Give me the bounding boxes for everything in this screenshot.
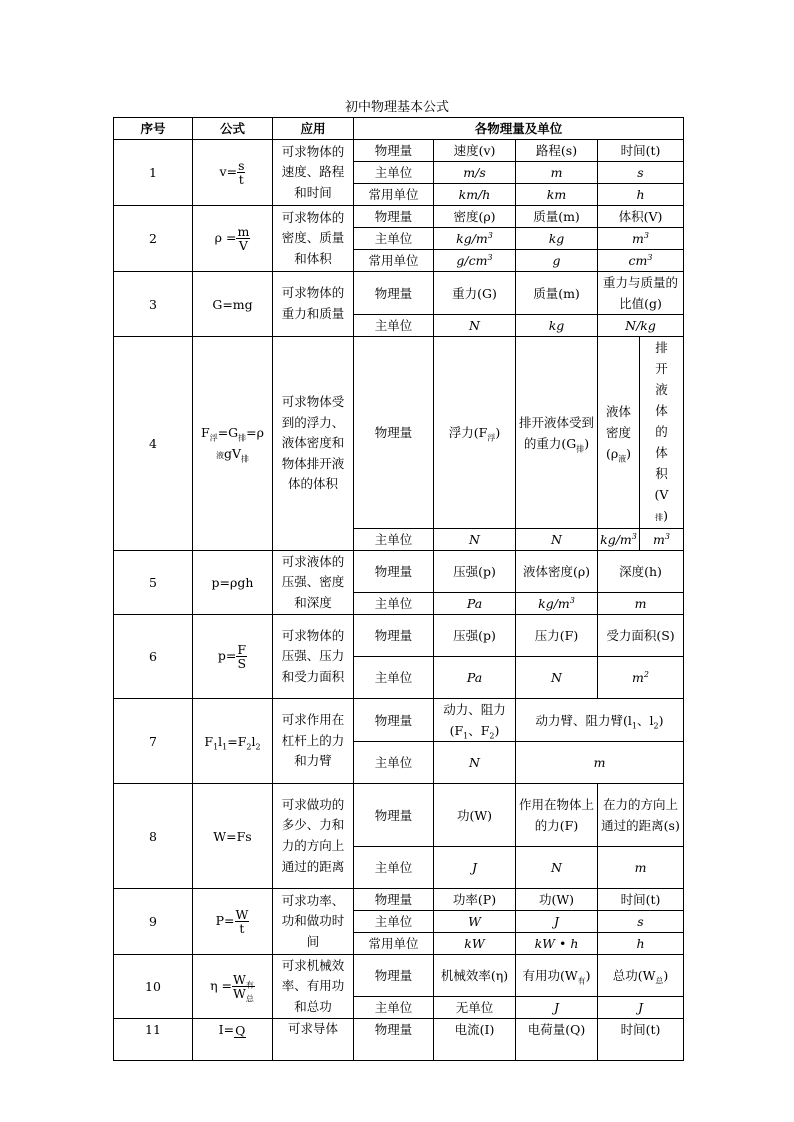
unit-superscript: 3 [647,252,653,262]
unit-cell: J [516,997,598,1019]
formula-text: =G [217,424,239,440]
application-cell: 可求物体受到的浮力、液体密度和物体排开液体的体积 [273,337,354,551]
table-row [114,889,684,911]
unit-cell: g [516,250,598,272]
seq-cell: 4 [114,337,193,551]
formula-table [113,117,684,1061]
row-label-common-unit: 常用单位 [354,933,434,955]
application-cell: 可求导体 [273,1019,354,1061]
header-formula: 公式 [193,118,273,140]
quantity-cell: 功率(P) [434,889,516,911]
quantity-cell: 速度(v) [434,140,516,162]
row-label-main-unit: 主单位 [354,315,434,337]
quantity-subscript: 浮 [487,433,496,443]
unit-cell: m [516,742,684,784]
formula-fraction [235,908,250,935]
vertical-char: 积 [655,466,668,481]
row-label-quantity: 物理量 [354,206,434,228]
row-label-quantity: 物理量 [354,889,434,911]
row-label-main-unit: 主单位 [354,657,434,699]
seq-cell: 7 [114,699,193,784]
unit-cell: N/kg [598,315,684,337]
unit-cell [598,228,684,250]
unit-superscript: 3 [487,252,493,262]
unit-cell: kg [516,315,598,337]
formula-subscript: 液 [215,450,224,460]
formula-text: F [201,424,210,440]
formula-subscript: 2 [255,742,261,751]
formula-lhs: ρ = [214,230,237,245]
formula-cell [193,699,273,784]
unit-text: cm [628,253,648,268]
row-label-main-unit: 主单位 [354,228,434,250]
quantity-cell: 密度(ρ) [434,206,516,228]
formula-text: l [218,733,223,749]
unit-text: m [632,670,644,685]
quantity-cell: 时间(t) [598,889,684,911]
application-cell: 可求物体的压强、压力和受力面积 [273,615,354,699]
formula-cell [193,206,273,272]
quantity-cell: 在力的方向上通过的距离(s) [598,784,684,847]
unit-cell: s [598,911,684,933]
formula-cell [193,889,273,955]
header-seq: 序号 [114,118,193,140]
table-row [114,699,684,742]
unit-cell: km [516,184,598,206]
table-row [114,272,684,315]
quantity-cell: 受力面积(S) [598,615,684,657]
unit-superscript: 3 [569,595,575,605]
table-row [114,337,684,529]
fraction-numerator-subscript: 有 [245,980,254,990]
unit-cell: N [434,742,516,784]
table-row [114,551,684,593]
unit-text: kg/m [600,532,632,547]
fraction-numerator-text: W [233,972,246,987]
table-row [114,955,684,997]
application-cell: 可求物体的密度、质量和体积 [273,206,354,272]
unit-cell: km/h [434,184,516,206]
fraction-numerator: F [237,642,247,657]
seq-cell: 5 [114,551,193,615]
application-cell: 可求机械效率、有用功和总功 [273,955,354,1019]
formula-lhs: P= [215,913,235,928]
fraction-numerator: s [238,158,245,173]
quantity-cell [434,337,516,529]
quantity-subscript: 1 [463,731,469,741]
row-label-main-unit: 主单位 [354,593,434,615]
seq-cell: 8 [114,784,193,889]
quantity-text: 浮力(F [448,425,488,440]
fraction-denominator-subscript: 总 [245,994,254,1004]
quantity-cell: 压强(p) [434,551,516,593]
unit-cell: h [598,184,684,206]
quantity-subscript: 2 [489,731,495,741]
unit-cell [434,250,516,272]
unit-cell: J [434,847,516,889]
quantity-cell: 液体密度(ρ) [516,551,598,593]
row-label-main-unit: 主单位 [354,529,434,551]
header-row [114,118,684,140]
quantity-text: ) [584,435,590,451]
unit-cell: m [516,162,598,184]
unit-cell: s [598,162,684,184]
unit-superscript: 3 [643,230,649,240]
fraction-denominator: S [237,656,247,671]
unit-cell: Pa [434,657,516,699]
unit-cell: kg [516,228,598,250]
quantity-cell: 体积(V) [598,206,684,228]
unit-text: m [632,231,644,246]
formula-fraction [236,643,247,670]
vertical-char: 的 [655,424,668,439]
page-title: 初中物理基本公式 [344,100,449,115]
unit-cell [434,228,516,250]
formula-lhs: v= [219,164,238,179]
unit-cell: W [434,911,516,933]
quantity-text: ) [585,968,591,983]
seq-cell: 6 [114,615,193,699]
quantity-text: 动力臂、阻力臂(l [535,712,632,728]
vertical-char: 排 [655,513,664,522]
formula-subscript: 浮 [209,433,218,442]
fraction-denominator [232,986,255,1004]
fraction-denominator: V [238,238,248,253]
row-label-quantity: 物理量 [354,140,434,162]
formula-text: l [251,733,256,749]
quantity-cell [598,337,640,529]
row-label-quantity: 物理量 [354,784,434,847]
vertical-char: 体 [655,403,668,418]
unit-cell: N [516,657,598,699]
row-label-main-unit: 主单位 [354,162,434,184]
fraction-numerator [232,972,255,990]
quantity-cell: 功(W) [516,889,598,911]
unit-cell: N [434,529,516,551]
unit-cell: Pa [434,593,516,615]
row-label-quantity: 物理量 [354,699,434,742]
row-label-quantity: 物理量 [354,337,434,529]
formula-subscript: 2 [246,742,252,751]
vertical-char: 排 [655,340,668,355]
formula-text: =F [227,733,247,749]
quantity-text: 排开液体受到的重力(G [518,414,594,451]
fraction-numerator: Q [235,1022,246,1038]
row-label-main-unit: 主单位 [354,911,434,933]
quantity-cell: 重力(G) [434,272,516,315]
quantity-cell [516,337,598,529]
formula-cell [193,1019,273,1061]
header-application: 应用 [273,118,354,140]
quantity-text: ) [663,968,669,983]
quantity-text: 、F [468,723,490,738]
application-cell: 可求做功的多少、力和力的方向上通过的距离 [273,784,354,889]
unit-superscript: 3 [631,531,637,541]
quantity-cell [598,955,684,997]
application-cell: 可求功率、功和做功时间 [273,889,354,955]
formula-cell: G=mg [193,272,273,337]
unit-cell [598,657,684,699]
fraction-denominator-text: W [233,986,246,1001]
quantity-cell: 作用在物体上的力(F) [516,784,598,847]
quantity-text: 动力、阻力(F [443,702,506,738]
formula-fraction [234,1024,246,1038]
quantity-subscript: 有 [577,976,586,986]
quantity-cell: 时间(t) [598,1019,684,1061]
unit-cell [598,250,684,272]
unit-cell: h [598,933,684,955]
application-cell: 可求物体的速度、路程和时间 [273,140,354,206]
row-label-quantity: 物理量 [354,955,434,997]
fraction-numerator: W [235,907,249,922]
quantity-cell: 深度(h) [598,551,684,593]
row-label-common-unit: 常用单位 [354,184,434,206]
formula-subscript: 排 [241,454,250,463]
formula-cell: p=ρgh [193,551,273,615]
fraction-denominator: t [239,921,245,936]
unit-cell: kW [434,933,516,955]
unit-superscript: 2 [643,669,649,679]
formula-cell [193,615,273,699]
seq-cell: 3 [114,272,193,337]
quantity-cell: 重力与质量的比值(g) [598,272,684,315]
formula-table-container [113,117,683,1038]
quantity-cell: 电荷量(Q) [516,1019,598,1061]
quantity-text: 有用功(W [522,968,578,983]
quantity-text: ) [495,425,501,440]
row-label-quantity: 物理量 [354,1019,434,1061]
unit-text: g/cm [456,253,488,268]
quantity-cell [516,699,684,742]
formula-text: gV [223,445,242,461]
table-row [114,206,684,228]
application-cell: 可求物体的重力和质量 [273,272,354,337]
quantity-subscript: 2 [653,721,659,730]
row-label-quantity: 物理量 [354,615,434,657]
quantity-subscript: 液 [618,454,627,464]
unit-cell [516,593,598,615]
unit-cell [598,529,640,551]
seq-cell: 9 [114,889,193,955]
quantity-cell-vertical [640,337,684,529]
fraction-numerator: m [237,224,250,239]
formula-subscript: 1 [213,742,219,751]
formula-text: F [204,733,214,749]
quantity-text: ) [494,723,500,738]
quantity-text: 液体密度(ρ [605,404,631,461]
unit-cell: J [516,911,598,933]
unit-cell: N [516,529,598,551]
row-label-main-unit: 主单位 [354,847,434,889]
quantity-text: ) [626,446,632,461]
formula-cell [193,337,273,551]
vertical-char: 液 [655,382,668,397]
row-label-common-unit: 常用单位 [354,250,434,272]
row-label-quantity: 物理量 [354,551,434,593]
quantity-cell [516,955,598,997]
quantity-cell: 质量(m) [516,206,598,228]
row-label-quantity: 物理量 [354,272,434,315]
table-row [114,1019,684,1061]
row-label-main-unit: 主单位 [354,742,434,784]
formula-lhs: I= [218,1022,235,1037]
quantity-cell: 路程(s) [516,140,598,162]
quantity-cell: 质量(m) [516,272,598,315]
header-quantities: 各物理量及单位 [354,118,684,140]
quantity-cell: 压强(p) [434,615,516,657]
unit-cell [640,529,684,551]
seq-cell: 1 [114,140,193,206]
formula-fraction [236,225,250,252]
application-cell: 可求作用在杠杆上的力和力臂 [273,699,354,784]
unit-text: kg/m [456,231,488,246]
quantity-subscript: 总 [655,976,664,986]
formula-cell [193,955,273,1019]
formula-fraction [237,159,245,186]
formula-fraction [232,972,255,1004]
quantity-text: ) [658,712,664,728]
formula-cell: W=Fs [193,784,273,889]
unit-cell: kW • h [516,933,598,955]
vertical-char: (V [654,487,669,502]
seq-cell: 11 [114,1019,193,1061]
vertical-char: 体 [655,445,668,460]
formula-cell [193,140,273,206]
formula-text: =ρ [246,424,264,440]
seq-cell: 2 [114,206,193,272]
quantity-cell: 功(W) [434,784,516,847]
quantity-subscript: 1 [631,721,637,730]
unit-text: m [653,532,665,547]
row-label-main-unit: 主单位 [354,997,434,1019]
vertical-char: 开 [655,361,668,376]
quantity-text: 总功(W [612,968,656,983]
formula-lhs: η = [210,978,233,993]
unit-cell: 无单位 [434,997,516,1019]
fraction-denominator: t [238,172,244,187]
unit-superscript: 3 [487,230,493,240]
formula-subscript: 排 [238,433,247,442]
unit-cell: m [598,847,684,889]
quantity-text: 、l [637,712,654,728]
quantity-subscript: 排 [576,444,585,453]
table-row [114,615,684,657]
unit-cell: m/s [434,162,516,184]
seq-cell: 10 [114,955,193,1019]
unit-cell: m [598,593,684,615]
formula-lhs: p= [217,648,237,663]
unit-cell: N [434,315,516,337]
vertical-char: ) [663,508,668,523]
application-cell: 可求液体的压强、密度和深度 [273,551,354,615]
formula-subscript: 1 [222,742,228,751]
unit-cell: N [516,847,598,889]
table-row [114,140,684,162]
table-row [114,784,684,847]
quantity-cell [434,699,516,742]
unit-superscript: 3 [664,531,670,541]
quantity-cell: 压力(F) [516,615,598,657]
unit-text: kg/m [538,596,570,611]
unit-cell: J [598,997,684,1019]
quantity-cell: 电流(I) [434,1019,516,1061]
quantity-cell: 机械效率(η) [434,955,516,997]
quantity-cell: 时间(t) [598,140,684,162]
